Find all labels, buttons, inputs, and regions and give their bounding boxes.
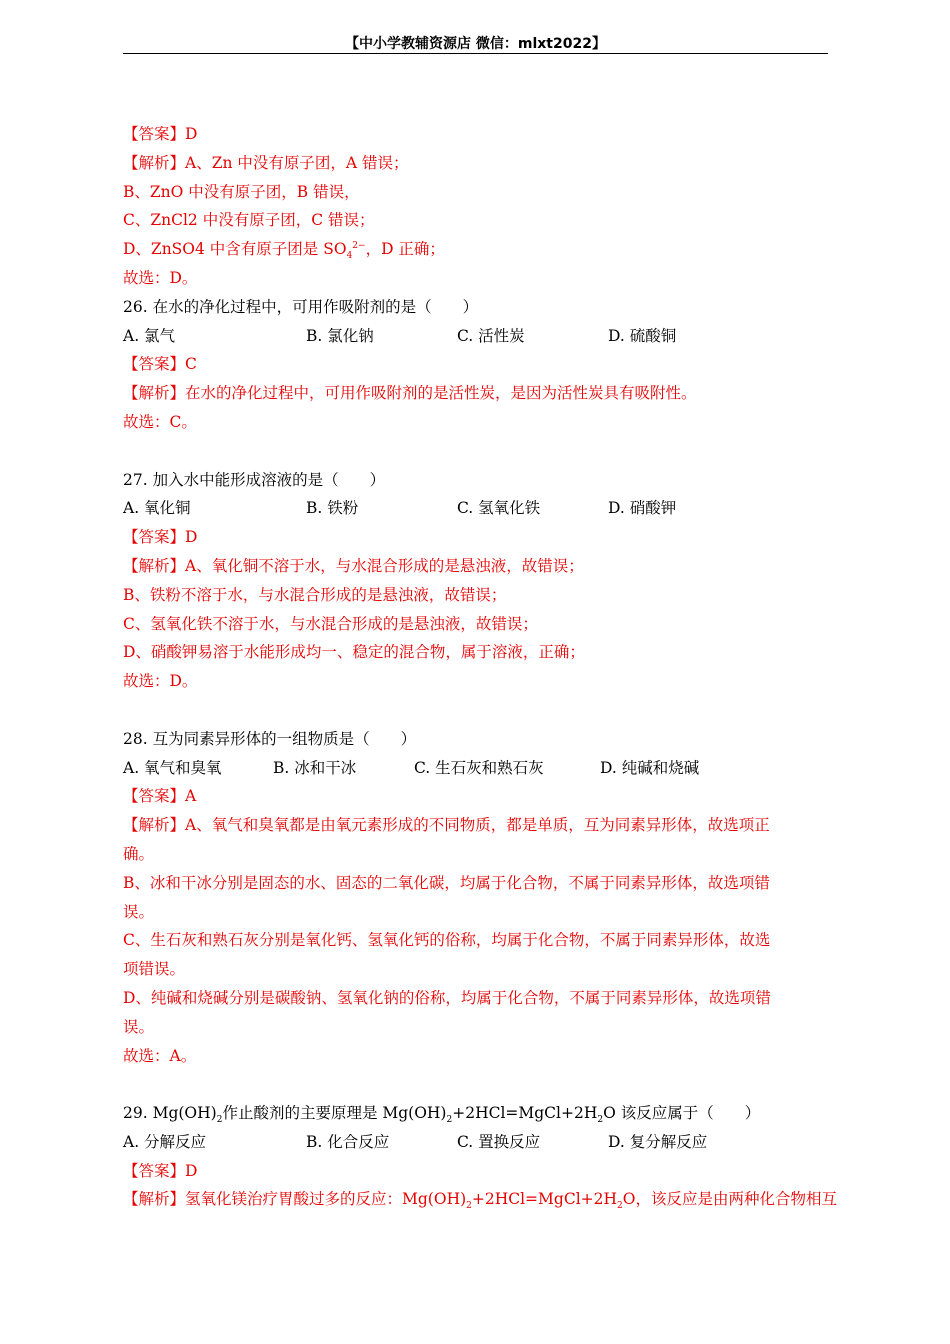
stem-text: O 该反应属于（ ） [603,1104,761,1123]
page-header: 【中小学教辅资源店 微信：mlxt2022】 [345,36,606,52]
analysis-tag: 【解析】 [123,556,186,575]
answer-value: C [185,355,197,374]
q28-answer [123,782,828,811]
q25-analysis-line-3: C、ZnCl2 中没有原子团，C 错误； [123,211,375,230]
analysis-text: A、Zn 中没有原子团，A 错误； [185,153,409,172]
subscript: 2 [446,1115,453,1126]
analysis-text: A、氧气和臭氧都是由氧元素形成的不同物质，都是单质，互为同素异形体，故选项正 [185,816,770,835]
q25-conclusion: 故选：D。 [123,268,198,287]
q27-analysis-line-2: B、铁粉不溶于水，与水混合形成的是悬浊液，故错误； [123,585,507,604]
q28-conclusion: 故选：A。 [123,1046,197,1065]
q28-option-b: B. 冰和干冰 [273,758,357,777]
q28-analysis-line-8: 误。 [123,1017,155,1036]
subscript: 4 [346,251,353,262]
q28-analysis-line-5: C、生石灰和熟石灰分别是氧化钙、氢氧化钙的俗称，均属于化合物，不属于同素异形体，故选 [123,931,771,950]
stem-text: +2HCl=MgCl+2H [452,1104,598,1123]
q28-stem: 28. 互为同素异形体的一组物质是（ ） [123,729,417,748]
q28-analysis-line-6: 项错误。 [123,960,186,979]
answer-value: D [185,1161,198,1180]
answer-value: A [185,787,197,806]
q29-option-b: B. 化合反应 [306,1132,390,1151]
analysis-text: A、氧化铜不溶于水，与水混合形成的是悬浊液，故错误； [185,556,584,575]
q29-analysis-line-1 [123,1185,837,1214]
q28-analysis-line-3: B、冰和干冰分别是固态的水、固态的二氧化碳，均属于化合物，不属于同素异形体，故选项错 [123,873,770,892]
analysis-text: 在水的净化过程中，可用作吸附剂的是活性炭，是因为活性炭具有吸附性。 [185,384,697,403]
q29-stem [123,1099,828,1128]
answer-tag: 【答案】 [123,787,186,806]
q26-conclusion: 故选：C。 [123,412,197,431]
q26-option-c: C. 活性炭 [457,326,525,345]
answer-value: D [185,125,198,143]
q27-answer [123,523,828,552]
q27-option-d: D. 硝酸钾 [608,499,677,518]
q28-options [123,754,828,783]
q27-stem: 27. 加入水中能形成溶液的是（ ） [123,470,386,489]
spacer [123,696,828,725]
answer-tag: 【答案】 [123,355,186,374]
subscript: 2 [597,1115,604,1126]
analysis-text: O，该反应是由两种化合物相互 [622,1190,837,1209]
subscript: 2 [617,1201,623,1212]
analysis-text: +2HCl=MgCl+2H [471,1190,618,1209]
q28-option-d: D. 纯碱和烧碱 [600,758,700,777]
q29-answer [123,1157,828,1186]
q29-option-c: C. 置换反应 [457,1132,541,1151]
spacer [123,437,828,466]
analysis-text: 氢氧化镁治疗胃酸过多的反应：Mg(OH) [185,1190,467,1209]
q26-stem: 26. 在水的净化过程中，可用作吸附剂的是（ ） [123,297,479,316]
q27-option-a: A. 氧化铜 [123,499,191,518]
analysis-tag: 【解析】 [123,816,186,835]
q26-option-a: A. 氯气 [123,326,176,345]
q29-options [123,1128,828,1157]
q27-option-c: C. 氢氧化铁 [457,499,541,518]
q28-option-a: A. 氧气和臭氧 [123,758,222,777]
q25-analysis-line-1 [123,149,828,178]
q27-analysis-line-1 [123,552,828,581]
subscript: 2 [466,1201,472,1212]
q27-options [123,494,828,523]
document-body [123,120,837,1214]
q26-option-b: B. 氯化钠 [306,326,374,345]
q28-analysis-line-1 [123,811,828,840]
q25-answer [123,120,828,149]
answer-value: D [185,528,198,547]
q26-options [123,322,828,351]
subscript: 2 [216,1115,223,1126]
q27-option-b: B. 铁粉 [306,499,359,518]
q25-analysis-line-2: B、ZnO 中没有原子团，B 错误， [123,182,360,201]
q26-option-d: D. 硫酸铜 [608,326,677,345]
stem-text: 29. Mg(OH) [123,1104,217,1123]
q26-analysis-line-1 [123,379,828,408]
answer-tag: 【答案】 [123,1161,186,1180]
analysis-text: ，D 正确； [365,240,445,259]
stem-text: 作止酸剂的主要原理是 Mg(OH) [222,1104,447,1123]
q29-option-a: A. 分解反应 [123,1132,207,1151]
superscript: 2− [352,241,366,252]
analysis-tag: 【解析】 [123,384,186,403]
q28-analysis-line-4: 误。 [123,902,155,921]
q28-analysis-line-7: D、纯碱和烧碱分别是碳酸钠、氢氧化钠的俗称，均属于化合物，不属于同素异形体，故选项错 [123,988,771,1007]
q27-conclusion: 故选：D。 [123,672,198,691]
spacer [123,1070,828,1099]
answer-tag: 【答案】 [123,528,186,547]
header-divider [123,53,828,54]
q26-answer [123,350,828,379]
q28-option-c: C. 生石灰和熟石灰 [414,758,544,777]
q27-analysis-line-4: D、硝酸钾易溶于水能形成均一、稳定的混合物，属于溶液，正确； [123,643,585,662]
analysis-tag: 【解析】 [123,1190,186,1209]
analysis-tag: 【解析】 [123,153,186,172]
q27-analysis-line-3: C、氢氧化铁不溶于水，与水混合形成的是悬浊液，故错误； [123,614,538,633]
q25-analysis-line-4 [123,235,828,264]
q29-option-d: D. 复分解反应 [608,1132,708,1151]
analysis-text: D、ZnSO4 中含有原子团是 SO [123,240,347,259]
q28-analysis-line-2: 确。 [123,844,155,863]
answer-tag: 【答案】 [123,125,186,143]
